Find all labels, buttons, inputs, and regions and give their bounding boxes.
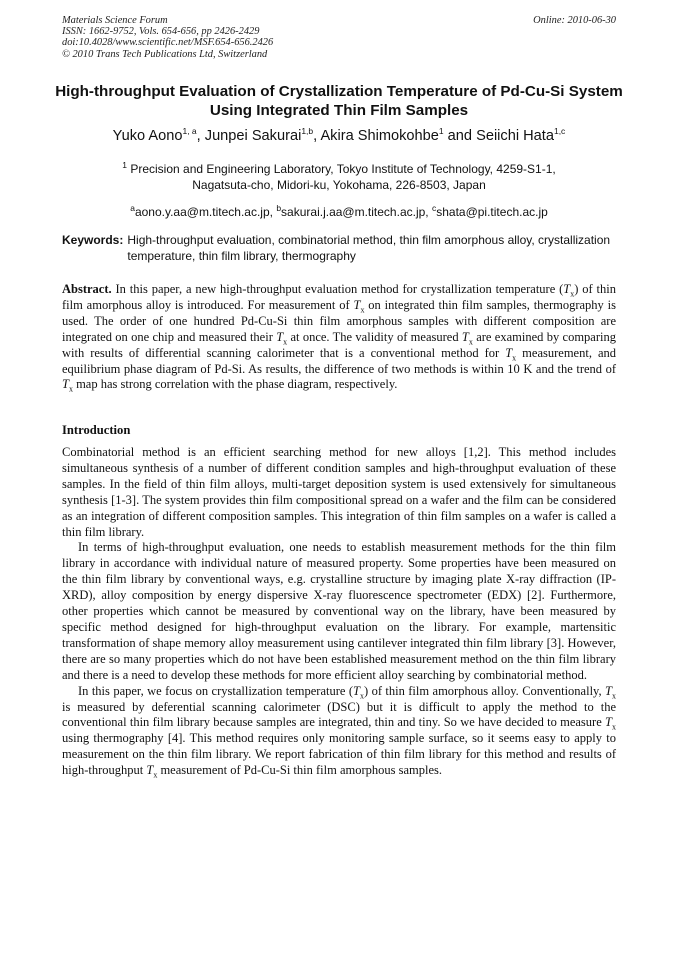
tx-subscript: x — [283, 337, 288, 347]
journal-name: Materials Science Forum — [62, 15, 168, 26]
tx-symbol: T — [353, 297, 361, 312]
tx-symbol: T — [605, 683, 612, 698]
abstract-text: on integrated thin film samples, thermography is used. The order of one hundred Pd-Cu-Si thin film amorphous samples with different composition are integrated on one chip and measured their — [62, 297, 616, 344]
intro-text: is measured by deferential scanning calorimeter (DSC) but it is difficult to apply the method to the conventional thin film library because samples are integrated, thin and tiny. So we have decided to measure — [62, 699, 616, 730]
doi-line: doi:10.4028/www.scientific.net/MSF.654-656.2426 — [62, 37, 274, 49]
online-date: Online: 2010-06-30 — [533, 15, 616, 26]
intro-paragraph-1: Combinatorial method is an efficient searching method for new alloys [1,2]. This method includes simultaneous synthesis of a number of different condition samples and high-throughput evaluation of these samples. In the field of thin film alloys, multi-target deposition system is used extensively for simultaneous synthesis [1-3]. The system provides thin film compositional spread on a wafer and the film can be considered as an integration of different composition samples. This integration of thin film samples on a wafer is called a thin film library. — [62, 445, 616, 539]
tx-symbol: T — [62, 377, 69, 392]
author-list — [20, 127, 658, 145]
author-name: Junpei Sakurai — [204, 128, 302, 144]
section-heading-introduction: Introduction — [62, 423, 131, 437]
tx-symbol: T — [146, 763, 154, 778]
keywords-text: High-throughput evaluation, combinatorial method, thin film amorphous alloy, crystallization temperature, thin film library, thermography — [127, 233, 611, 263]
author-name: Akira Shimokohbe — [320, 128, 439, 144]
author-sup: 1, a — [182, 126, 197, 137]
abstract — [62, 282, 616, 393]
tx-subscript: x — [512, 353, 517, 363]
abstract-text: at once. The validity of measured — [287, 329, 462, 344]
intro-paragraph-2: In terms of high-throughput evaluation, one needs to establish measurement methods for the thin film library in accordance with individual nature of measured property. Some properties have been measured on the thin film library by conventional ways, e.g. crystalline structure by imaging plate X-ray diffraction (IP-XRD), alloy composition by energy dispersive X-ray fluorescence spectrometer (EDX) [2]. Furthermore, other properties which cannot be measured by conventional way on the library, have been measured by specific method designed for high-throughput evaluation on the library. For example, martensitic transformation of shape memory alloy measurement using cantilever integrated thin film library [3]. However, there are so many properties which do not have been established measurement method on the thin film library and there is a need to develop these methods for more efficient alloy searching by combinatorial method. — [62, 540, 616, 682]
affiliation-line2: Nagatsuta-cho, Midori-ku, Yokohama, 226-8503, Japan — [192, 177, 486, 192]
issn-line: ISSN: 1662-9752, Vols. 654-656, pp 2426-2429 — [62, 26, 260, 38]
tx-symbol: T — [563, 282, 571, 296]
email-sup: a — [130, 203, 135, 213]
tx-subscript: x — [360, 305, 365, 315]
keywords-label: Keywords: — [62, 233, 124, 247]
intro-text: In this paper, we focus on crystallization temperature ( — [78, 683, 354, 698]
email-sep: , — [425, 205, 432, 219]
affiliation — [60, 162, 618, 193]
tx-subscript: x — [359, 691, 364, 701]
affiliation-sup: 1 — [122, 160, 127, 170]
tx-symbol: T — [276, 329, 284, 344]
tx-subscript: x — [68, 384, 73, 394]
email-sep: , — [269, 205, 277, 219]
email-sup: c — [431, 203, 437, 213]
affiliation-line1: Precision and Engineering Laboratory, Tokyo Institute of Technology, 4259-S1-1, — [127, 162, 556, 176]
abstract-text: map has strong correlation with the phase diagram, respectively. — [72, 377, 398, 392]
author-sep: , — [313, 128, 321, 144]
author-sep: and — [443, 128, 477, 144]
keywords — [62, 233, 616, 264]
tx-subscript: x — [611, 691, 616, 701]
abstract-text: measurement, and equilibrium phase diagram of Pd-Si. As results, the difference of two methods is within 10 K and the trend of — [62, 345, 616, 376]
running-header — [62, 15, 616, 60]
tx-subscript: x — [153, 770, 158, 780]
intro-paragraph-3 — [62, 684, 616, 779]
tx-subscript: x — [612, 722, 616, 732]
tx-subscript: x — [468, 337, 473, 347]
tx-symbol: T — [505, 345, 513, 360]
copyright-line: © 2010 Trans Tech Publications Ltd, Switzerland — [62, 48, 268, 60]
email-address[interactable]: shata@pi.titech.ac.jp — [436, 205, 548, 219]
email-list — [60, 205, 618, 220]
intro-text: measurement of Pd-Cu-Si thin film amorphous samples. — [157, 763, 443, 778]
tx-subscript: x — [570, 289, 575, 299]
email-address[interactable]: sakurai.j.aa@m.titech.ac.jp — [281, 205, 426, 219]
email-sup: b — [276, 203, 282, 213]
intro-text: using thermography [4]. This method requires only monitoring sample surface, so it seems easy to apply to measurement on the thin film library. We report fabrication of thin film library for this method and results of high-throughput — [62, 731, 616, 778]
abstract-text: ) of thin film amorphous alloy is introduced. For measurement of — [62, 282, 616, 312]
author-sup: 1,c — [553, 126, 566, 137]
abstract-label: Abstract. — [62, 282, 112, 296]
author-sup: 1,b — [301, 126, 314, 137]
tx-symbol: T — [461, 329, 469, 344]
intro-text: ) of thin film amorphous alloy. Conventionally, — [363, 683, 606, 698]
paper-title: High-throughput Evaluation of Crystallization Temperature of Pd-Cu-Si System Using Integrated Thin Film Samples — [55, 83, 623, 119]
tx-symbol: T — [353, 683, 360, 698]
email-address[interactable]: aono.y.aa@m.titech.ac.jp — [134, 205, 270, 219]
author-sup: 1 — [438, 126, 444, 137]
author-name: Seiichi Hata — [476, 128, 554, 144]
introduction-body — [62, 445, 616, 779]
author-sep: , — [196, 128, 205, 144]
tx-symbol: T — [605, 715, 612, 730]
author-name: Yuko Aono — [112, 128, 183, 144]
abstract-text: In this paper, a new high-throughput evaluation method for crystallization temperature ( — [111, 282, 564, 296]
abstract-text: are examined by comparing with results of differential scanning calorimeter that is a conventional method for — [62, 329, 616, 360]
